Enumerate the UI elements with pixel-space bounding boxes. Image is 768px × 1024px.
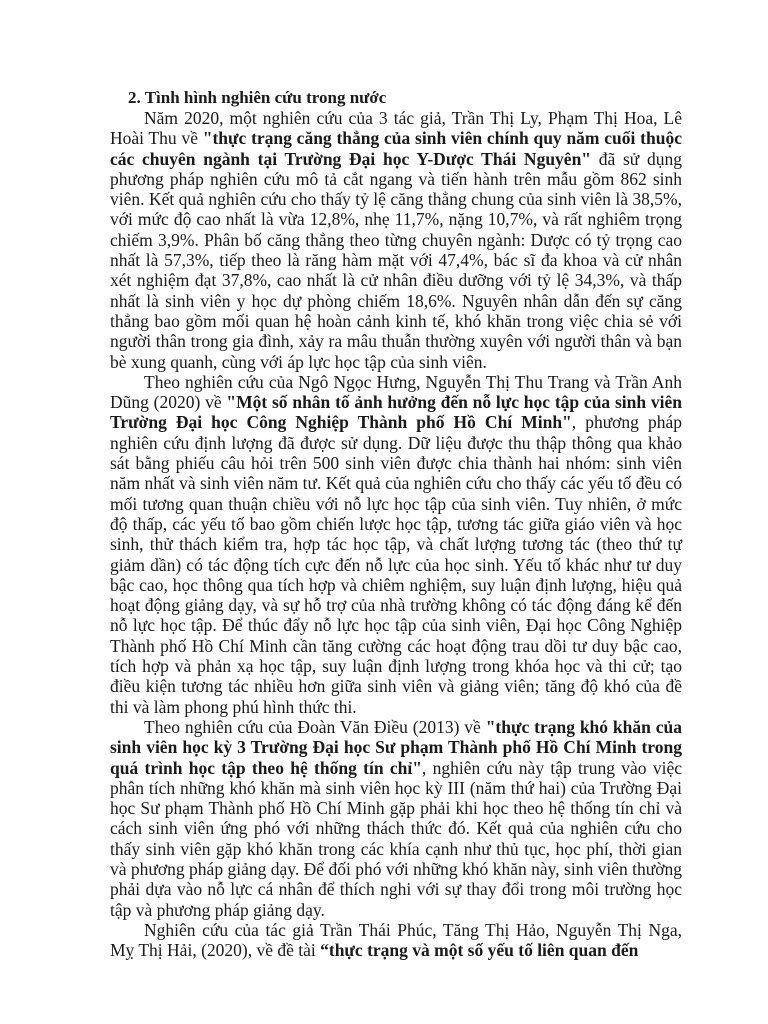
paragraph-2-body: , phương pháp nghiên cứu định lượng đã được sử dụng. Dữ liệu được thu thập thông qua khảo sát bằng phiếu câu hỏi trên 500 sinh viên được chia thành hai nhóm: sinh viên năm nhất và sinh viên năm tư. Kết quả của nghiên cứu cho thấy các yếu tố đều có mối tương quan thuận chiều với nỗ lực học tập của sinh viên. Tuy nhiên, ở mức độ thấp, các yếu tố bao gồm chiến lược học tập, tương tác giữa giáo viên và học sinh, thử thách kiểm tra, hợp tác học tập, và chất lượng tương tác (theo thứ tự giảm dần) có tác động tích cực đến nỗ lực của học sinh. Yếu tố khác như tư duy bậc cao, học thông qua tích hợp và chiêm nghiệm, suy luận định lượng, hiệu quả hoạt động giảng dạy, và sự hỗ trợ của nhà trường không có tác động đáng kể đến nỗ lực học tập. Để thúc đẩy nỗ lực học tập của sinh viên, Đại học Công Nghiệp Thành phố Hồ Chí Minh cần tăng cường các hoạt động trau dồi tư duy bậc cao, tích hợp và phản xạ học tập, suy luận định lượng trong khóa học và thi cử; tạo điều kiện tương tác nhiều hơn giữa sinh viên và giảng viên; tăng độ khó của đề thi và làm phong phú hình thức thi.	[110, 412, 682, 717]
paragraph-1	[110, 108, 682, 372]
paragraph-3-body: , nghiên cứu này tập trung vào việc phân tích những khó khăn mà sinh viên học kỳ III (năm thứ hai) của Trường Đại học Sư phạm Thành phố Hồ Chí Minh gặp phải khi học theo hệ thống tín chỉ và cách sinh viên ứng phó với những thách thức đó. Kết quả của nghiên cứu cho thấy sinh viên gặp khó khăn trong các khía cạnh như thủ tục, học phí, thời gian và phương pháp giảng dạy. Để đối phó với những khó khăn này, sinh viên thường phải dựa vào nỗ lực cá nhân để thích nghi với sự thay đổi trong môi trường học tập và phương pháp giảng dạy.	[110, 757, 682, 920]
paragraph-3	[110, 717, 682, 920]
paragraph-4-study-title: “thực trạng và một số yếu tố liên quan đến	[320, 940, 639, 961]
paragraph-2	[110, 372, 682, 717]
paragraph-2-intro: Theo nghiên cứu của Ngô Ngọc Hưng, Nguyễn Thị Thu Trang và Trần Anh Dũng (2020) về	[110, 371, 682, 413]
paragraph-2-study-title: "Một số nhân tố ảnh hưởng đến nỗ lực học tập của sinh viên Trường Đại học Công Nghiệp Thành phố Hồ Chí Minh"	[110, 392, 682, 433]
paragraph-1-study-title: "thực trạng căng thẳng của sinh viên chính quy năm cuối thuộc các chuyên ngành tại Trường Đại học Y-Dược Thái Nguyên"	[110, 128, 682, 169]
paragraph-1-body: đã sử dụng phương pháp nghiên cứu mô tả cắt ngang và tiến hành trên mẫu gồm 862 sinh viên. Kết quả nghiên cứu cho thấy tỷ lệ căng thẳng chung của sinh viên là 38,5%, với mức độ cao nhất là vừa 12,8%, nhẹ 11,7%, nặng 10,7%, và rất nghiêm trọng chiếm 3,9%. Phân bố căng thẳng theo từng chuyên ngành: Dược có tỷ trọng cao nhất là 57,3%, tiếp theo là răng hàm mặt với 47,4%, bác sĩ đa khoa và cử nhân xét nghiệm đạt 37,8%, cao nhất là cử nhân điều dưỡng với tỷ lệ 34,3%, và thấp nhất là sinh viên y học dự phòng chiếm 18,6%. Nguyên nhân dẫn đến sự căng thẳng bao gồm mối quan hệ hoàn cảnh kinh tế, khó khăn trong việc chia sẻ với người thân trong gia đình, xảy ra mâu thuẫn thường xuyên với người thân và bạn bè xung quanh, cùng với áp lực học tập của sinh viên.	[110, 148, 683, 372]
paragraph-1-intro: Năm 2020, một nghiên cứu của 3 tác giả, Trần Thị Ly, Phạm Thị Hoa, Lê Hoài Thu về	[110, 108, 682, 149]
paragraph-3-study-title: "thực trạng khó khăn của sinh viên học kỳ 3 Trường Đại học Sư phạm Thành phố Hồ Chí Minh trong quá trình học tập theo hệ thống tín chỉ"	[110, 716, 682, 778]
section-heading: 2. Tình hình nghiên cứu trong nước	[128, 88, 387, 107]
paragraph-4-intro: Nghiên cứu của tác giả Trần Thái Phúc, Tăng Thị Hảo, Nguyễn Thị Nga, Mỵ Thị Hải, (2020), về đề tài	[110, 919, 682, 961]
paragraph-3-intro: Theo nghiên cứu của Đoàn Văn Điều (2013) về	[144, 716, 486, 737]
paragraph-4	[110, 920, 682, 961]
